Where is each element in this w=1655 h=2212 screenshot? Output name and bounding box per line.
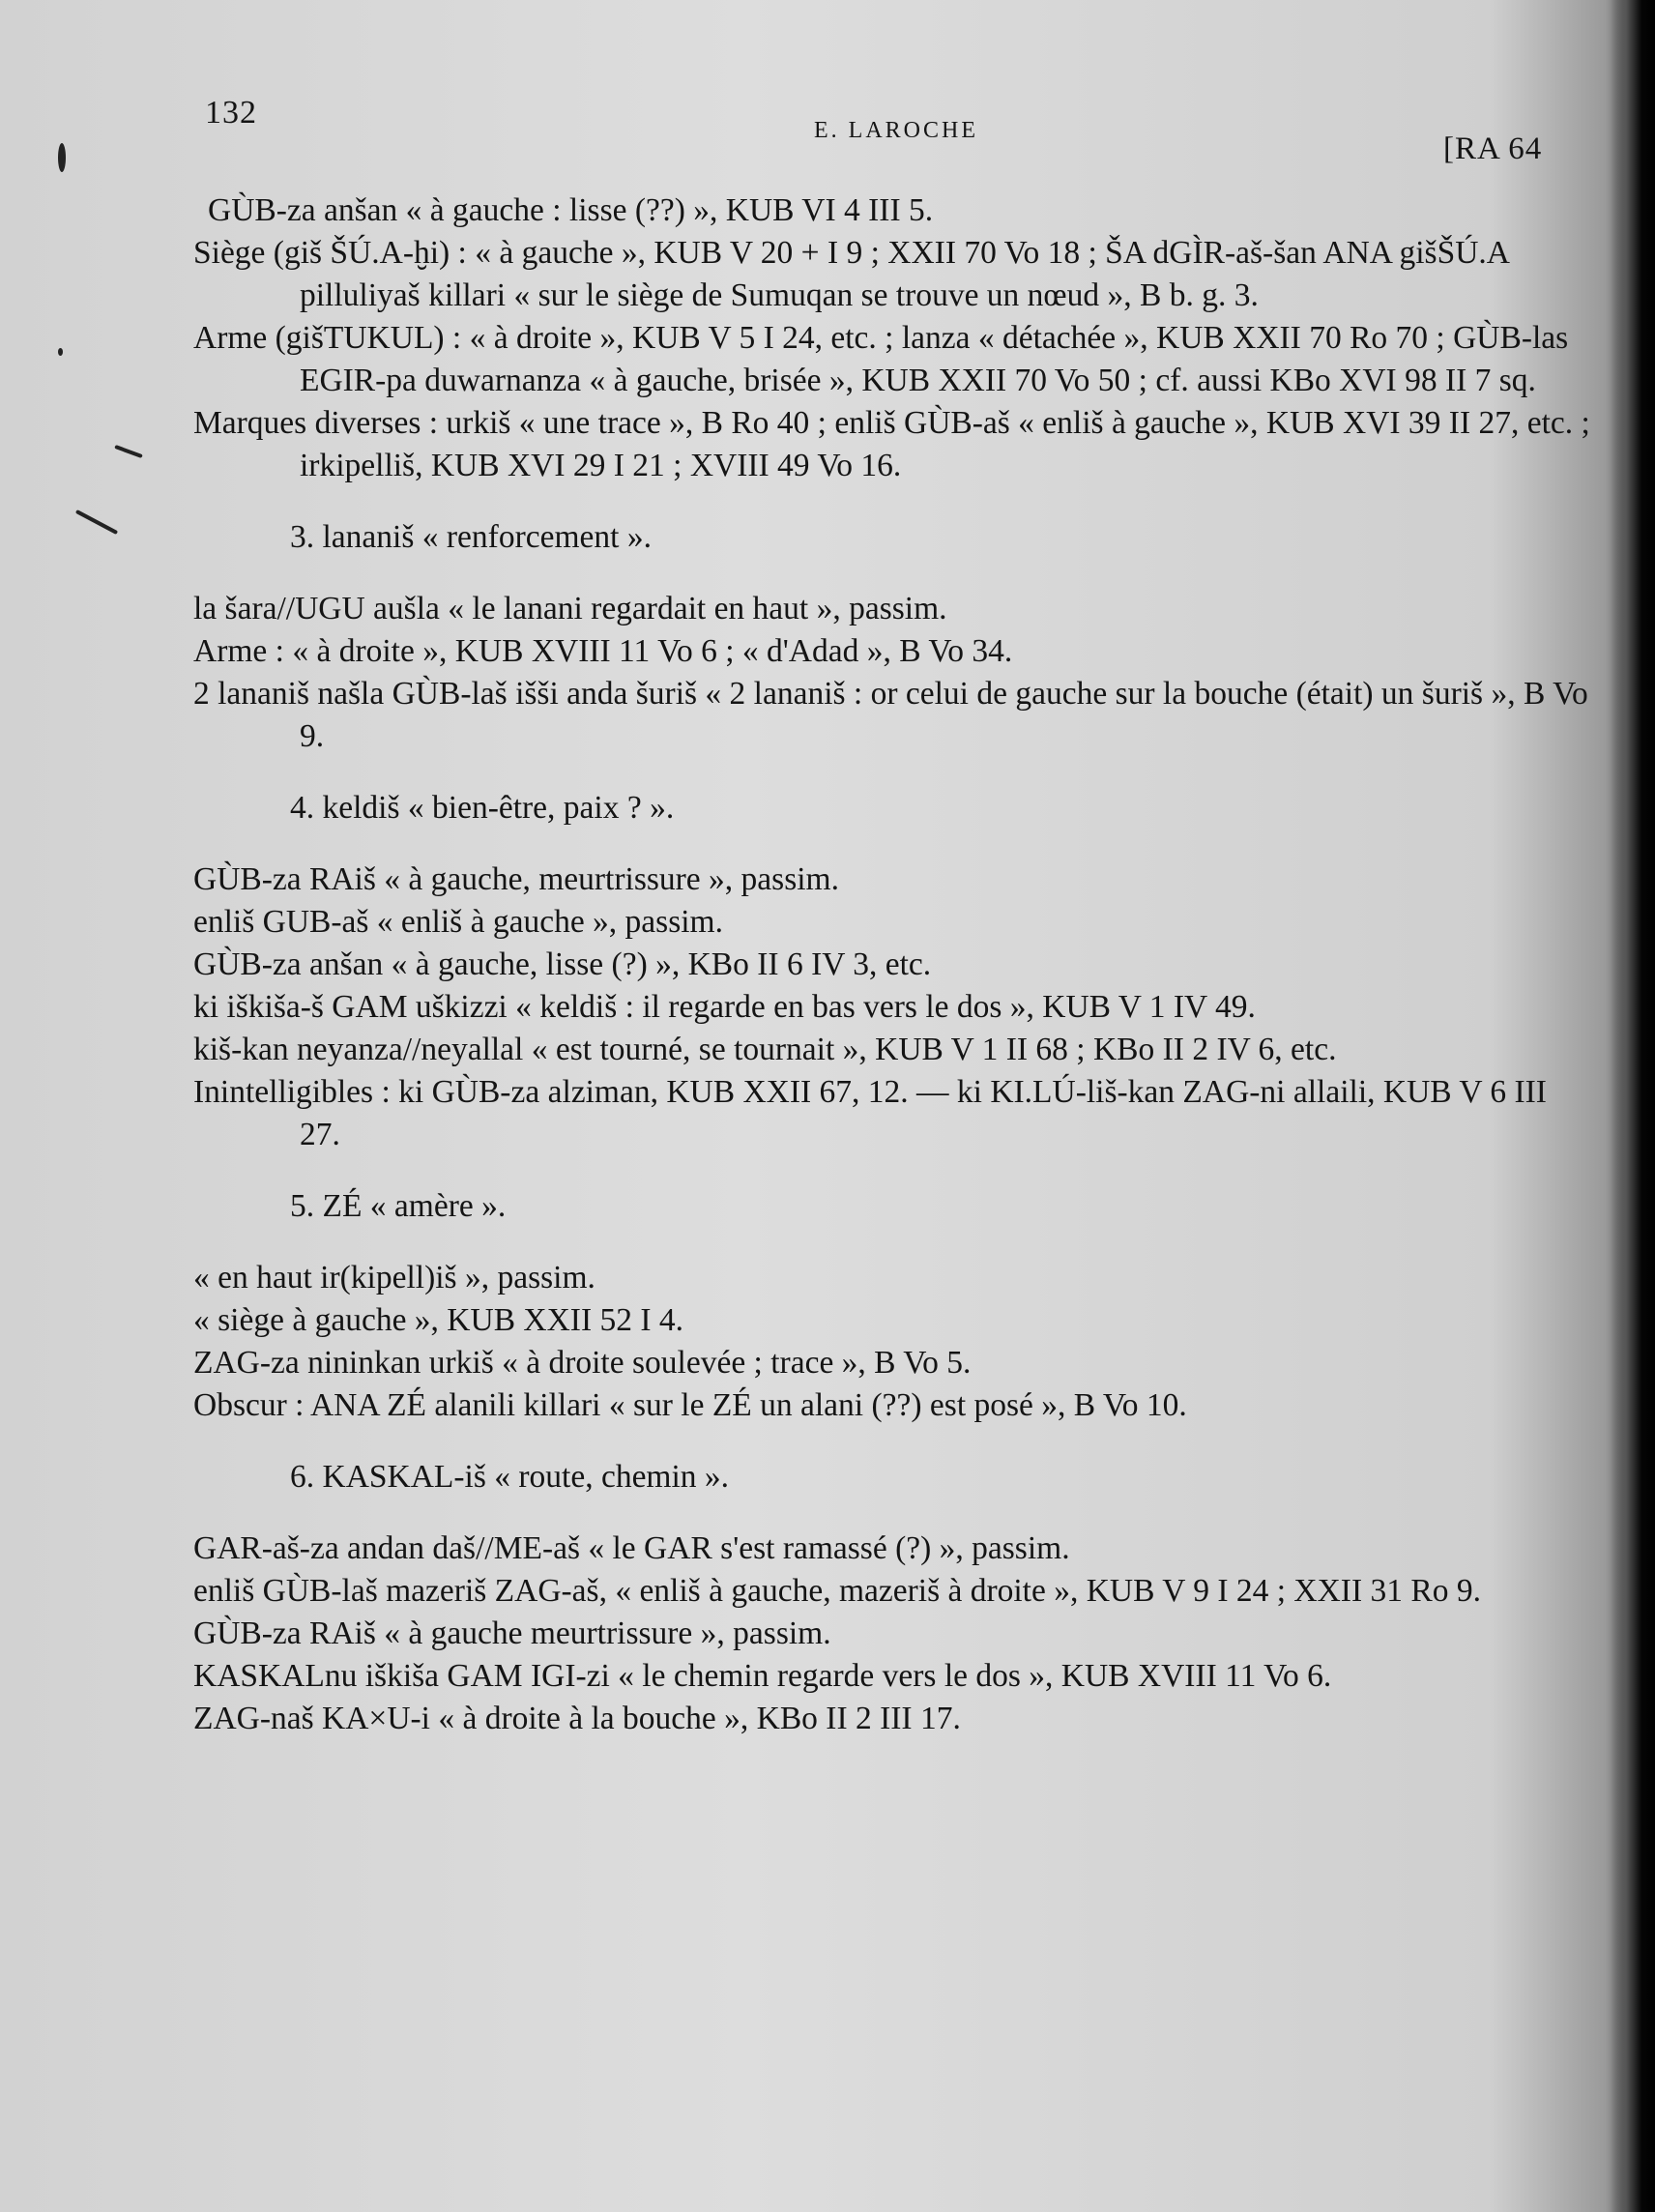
page-number: 132 [205,95,257,131]
entry-line: la šara//UGU aušla « le lanani regardait en haut », passim. [193,591,947,626]
entry-paragraph: Arme (gišTUKUL) : « à droite », KUB V 5 I 24, etc. ; lanza « détachée », KUB XXII 70 Ro 70 ; GÙB-las EGIR-pa duwarnanza « à gauche, brisée », KUB XXII 70 Vo 50 ; cf. aussi KBo XVI 98 II 7 sq. [193,320,1569,398]
entry-paragraph: 2 lananiš našla GÙB-laš išši anda šuriš « 2 lananiš : or celui de gauche sur la bouche (était) un šuriš », B Vo 9. [193,676,1588,754]
entry-line: GÙB-za RAiš « à gauche, meurtrissure », passim. [193,861,839,897]
entry-paragraph: Marques diverses : urkiš « une trace », B Ro 40 ; enliš GÙB-aš « enliš à gauche », KUB XVI 39 II 27, etc. ; irkipelliš, KUB XVI 29 I 21 ; XVIII 49 Vo 16. [193,405,1590,483]
section-heading: 4. keldiš « bien-être, paix ? ». [290,790,675,826]
scan-speck [114,445,143,458]
scan-speck [58,348,63,356]
scan-speck [75,509,118,535]
entry-line: GÙB-za anšan « à gauche, lisse (?) », KBo II 6 IV 3, etc. [193,946,932,982]
entry-line: Arme : « à droite », KUB XVIII 11 Vo 6 ; « d'Adad », B Vo 34. [193,633,1013,669]
entry-line: enliš GUB-aš « enliš à gauche », passim. [193,904,723,940]
entry-line: kiš-kan neyanza//neyallal « est tourné, se tournait », KUB V 1 II 68 ; KBo II 2 IV 6, etc. [193,1032,1337,1067]
entry-paragraph: Inintelligibles : ki GÙB-za alziman, KUB XXII 67, 12. — ki KI.LÚ-liš-kan ZAG-ni allaili, KUB V 6 III 27. [193,1074,1547,1152]
entry-line: « siège à gauche », KUB XXII 52 I 4. [193,1302,684,1338]
entry-line: ZAG-naš KA×U-i « à droite à la bouche », KBo II 2 III 17. [193,1701,961,1736]
entry-line: ki iškiša-š GAM uškizzi « keldiš : il regarde en bas vers le dos », KUB V 1 IV 49. [193,989,1256,1025]
entry-line: KASKALnu iškiša GAM IGI-zi « le chemin regarde vers le dos », KUB XVIII 11 Vo 6. [193,1658,1332,1694]
entry-line: GAR-aš-za andan daš//ME-aš « le GAR s'est ramassé (?) », passim. [193,1530,1070,1566]
section-heading: 5. ZÉ « amère ». [290,1188,507,1224]
entry-line: ZAG-za nininkan urkiš « à droite soulevée ; trace », B Vo 5. [193,1345,972,1381]
running-title: E. LAROCHE [814,118,978,143]
section-heading: 3. lananiš « renforcement ». [290,519,652,555]
section-heading: 6. KASKAL-iš « route, chemin ». [290,1459,730,1495]
entry-line: GÙB-za RAiš « à gauche meurtrissure », passim. [193,1615,831,1651]
entry-line: GÙB-za anšan « à gauche : lisse (??) », KUB VI 4 III 5. [208,192,934,228]
book-gutter-shadow [1611,0,1655,2212]
entry-paragraph: Obscur : ANA ZÉ alanili killari « sur le ZÉ un alani (??) est posé », B Vo 10. [193,1387,1187,1423]
scan-speck [58,143,66,172]
journal-reference: [RA 64 [1443,131,1543,166]
entry-paragraph: Siège (giš ŠÚ.A-ḫi) : « à gauche », KUB V 20 + I 9 ; XXII 70 Vo 18 ; ŠA dGÌR-aš-šan ANA gišŠÚ.A pilluliyaš killari « sur le siège de Sumuqan se trouve un nœud », B b. g. 3. [193,235,1509,313]
entry-line: « en haut ir(kipell)iš », passim. [193,1260,595,1295]
body-text [193,189,1595,1740]
entry-paragraph: enliš GÙB-laš mazeriš ZAG-aš, « enliš à gauche, mazeriš à droite », KUB V 9 I 24 ; XXII 31 Ro 9. [193,1573,1481,1609]
